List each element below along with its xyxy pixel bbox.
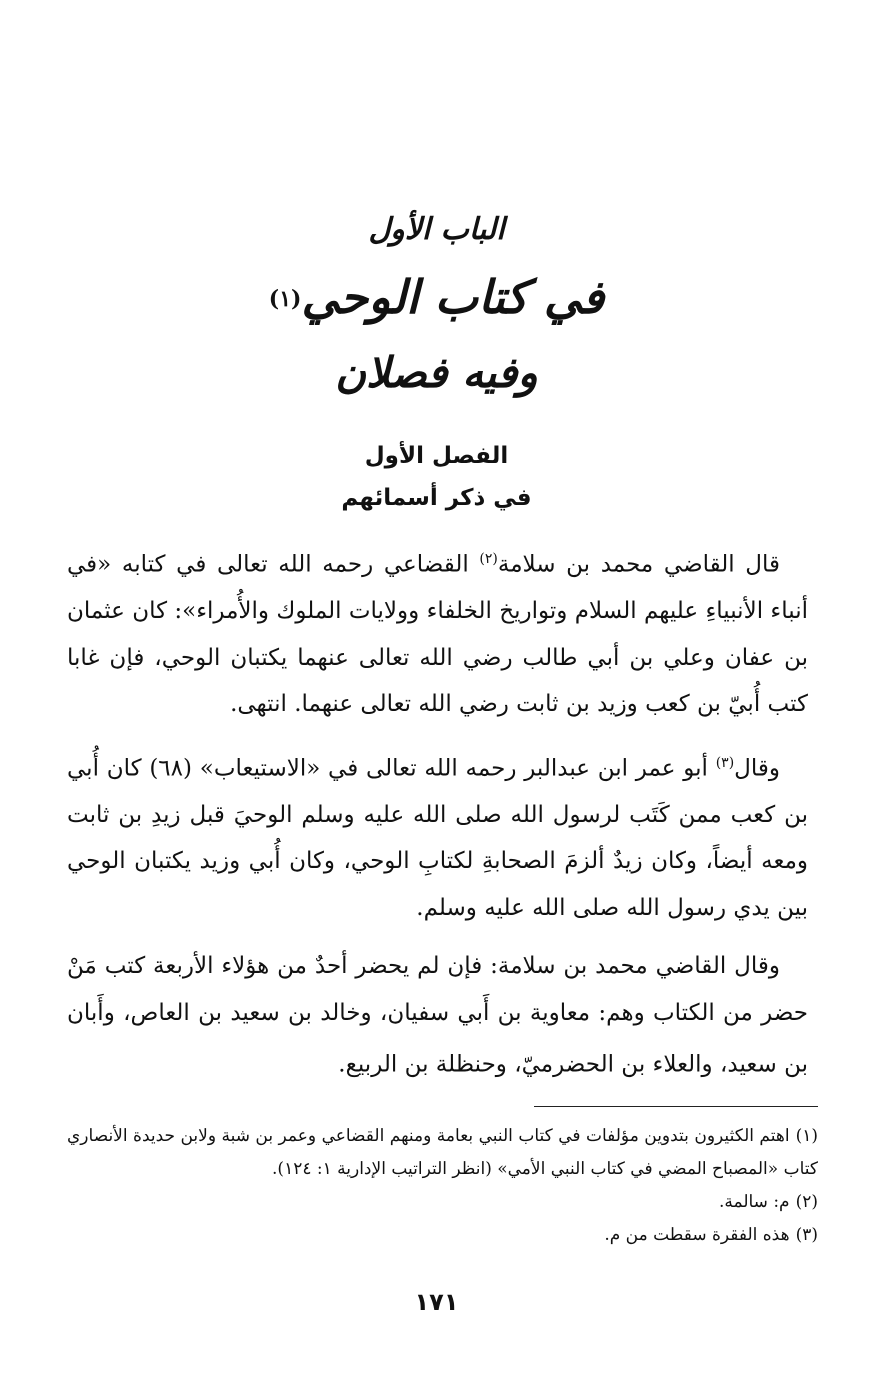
footnote-ref-3[interactable]: (٣) (715, 754, 735, 771)
chapter-title (0, 262, 873, 332)
paragraph-2-text-b: أبو عمر ابن عبدالبر رحمه الله تعالى في «الاستيعاب» (٦٨) كان أُبي بن كعب ممن كَتَب لرسول الله صلى الله عليه وسلم الوحيَ قبل زيدِ بن ثابت ومعه أيضاً، وكان زيدٌ ألزمَ الصحابةِ لكتابِ الوحي، وكان أُبي وزيد يكتبان الوحي بين يدي رسول الله صلى الله عليه وسلم. (67, 755, 808, 921)
footnote-2 (67, 1186, 818, 1219)
paragraph-2-text-a: وقال (734, 755, 780, 782)
section-subtitle: في ذكر أسمائهم (341, 485, 532, 511)
footnote-number: (١) (795, 1126, 818, 1146)
footnote-1 (67, 1120, 818, 1186)
paragraph-1 (67, 536, 808, 728)
paragraph-1-text-a: قال القاضي محمد بن سلامة (497, 551, 780, 578)
footnote-text: اهتم الكثيرون بتدوين مؤلفات في كتاب النبي بعامة ومنهم القضاعي وعمر بن شبة ولابن حديدة الأنصاري كتاب «المصباح المضي في كتاب النبي الأمي» (انظر التراتيب الإدارية ١: ١٢٤). (67, 1126, 818, 1179)
paragraph-3-text-a: وقال القاضي محمد بن سلامة: فإن لم يحضر أحدٌ من هؤلاء الأربعة كتب مَنْ حضر من الكتاب وهم: معاوية بن أَبي سفيان، وخالد بن سعيد بن العاص، وأَبان بن سعيد، والعلاء بن الحضرميّ، وحنظلة بن الربيع. (67, 953, 808, 1078)
footnote-text: م: سالمة. (718, 1192, 790, 1212)
footnote-3 (67, 1219, 818, 1252)
page-number: ١٧١ (414, 1288, 459, 1316)
footnote-number: (٣) (795, 1225, 818, 1245)
footnote-number: (٢) (795, 1192, 818, 1212)
chapter-title-text: في كتاب الوحي (301, 270, 605, 324)
footnote-ref-2[interactable]: (٢) (479, 551, 498, 567)
chapter-subtitle: وفيه فصلان (335, 348, 538, 397)
section-title: الفصل الأول (364, 443, 509, 469)
paragraph-1-text-b: القضاعي رحمه الله تعالى في كتابه «في أنباء الأنبياءِ عليهم السلام وتواريخ الخلفاء وولايات الملوك والأُمراء»: كان عثمان بن عفان وعلي بن أبي طالب رضي الله تعالى عنهما يكتبان الوحي، فإن غابا كتب أُبيّ بن كعب وزيد بن ثابت رضي الله تعالى عنهما. انتهى. (67, 551, 808, 718)
chapter-label: الباب الأول (368, 212, 505, 247)
paragraph-3 (67, 943, 808, 1088)
footnote-text: هذه الفقرة سقطت من م. (604, 1225, 790, 1245)
footnote-divider (534, 1106, 818, 1107)
chapter-title-footnote-ref[interactable]: (١) (268, 286, 302, 312)
footnotes (67, 1120, 818, 1252)
body-text (67, 536, 808, 1100)
paragraph-2 (67, 740, 808, 932)
